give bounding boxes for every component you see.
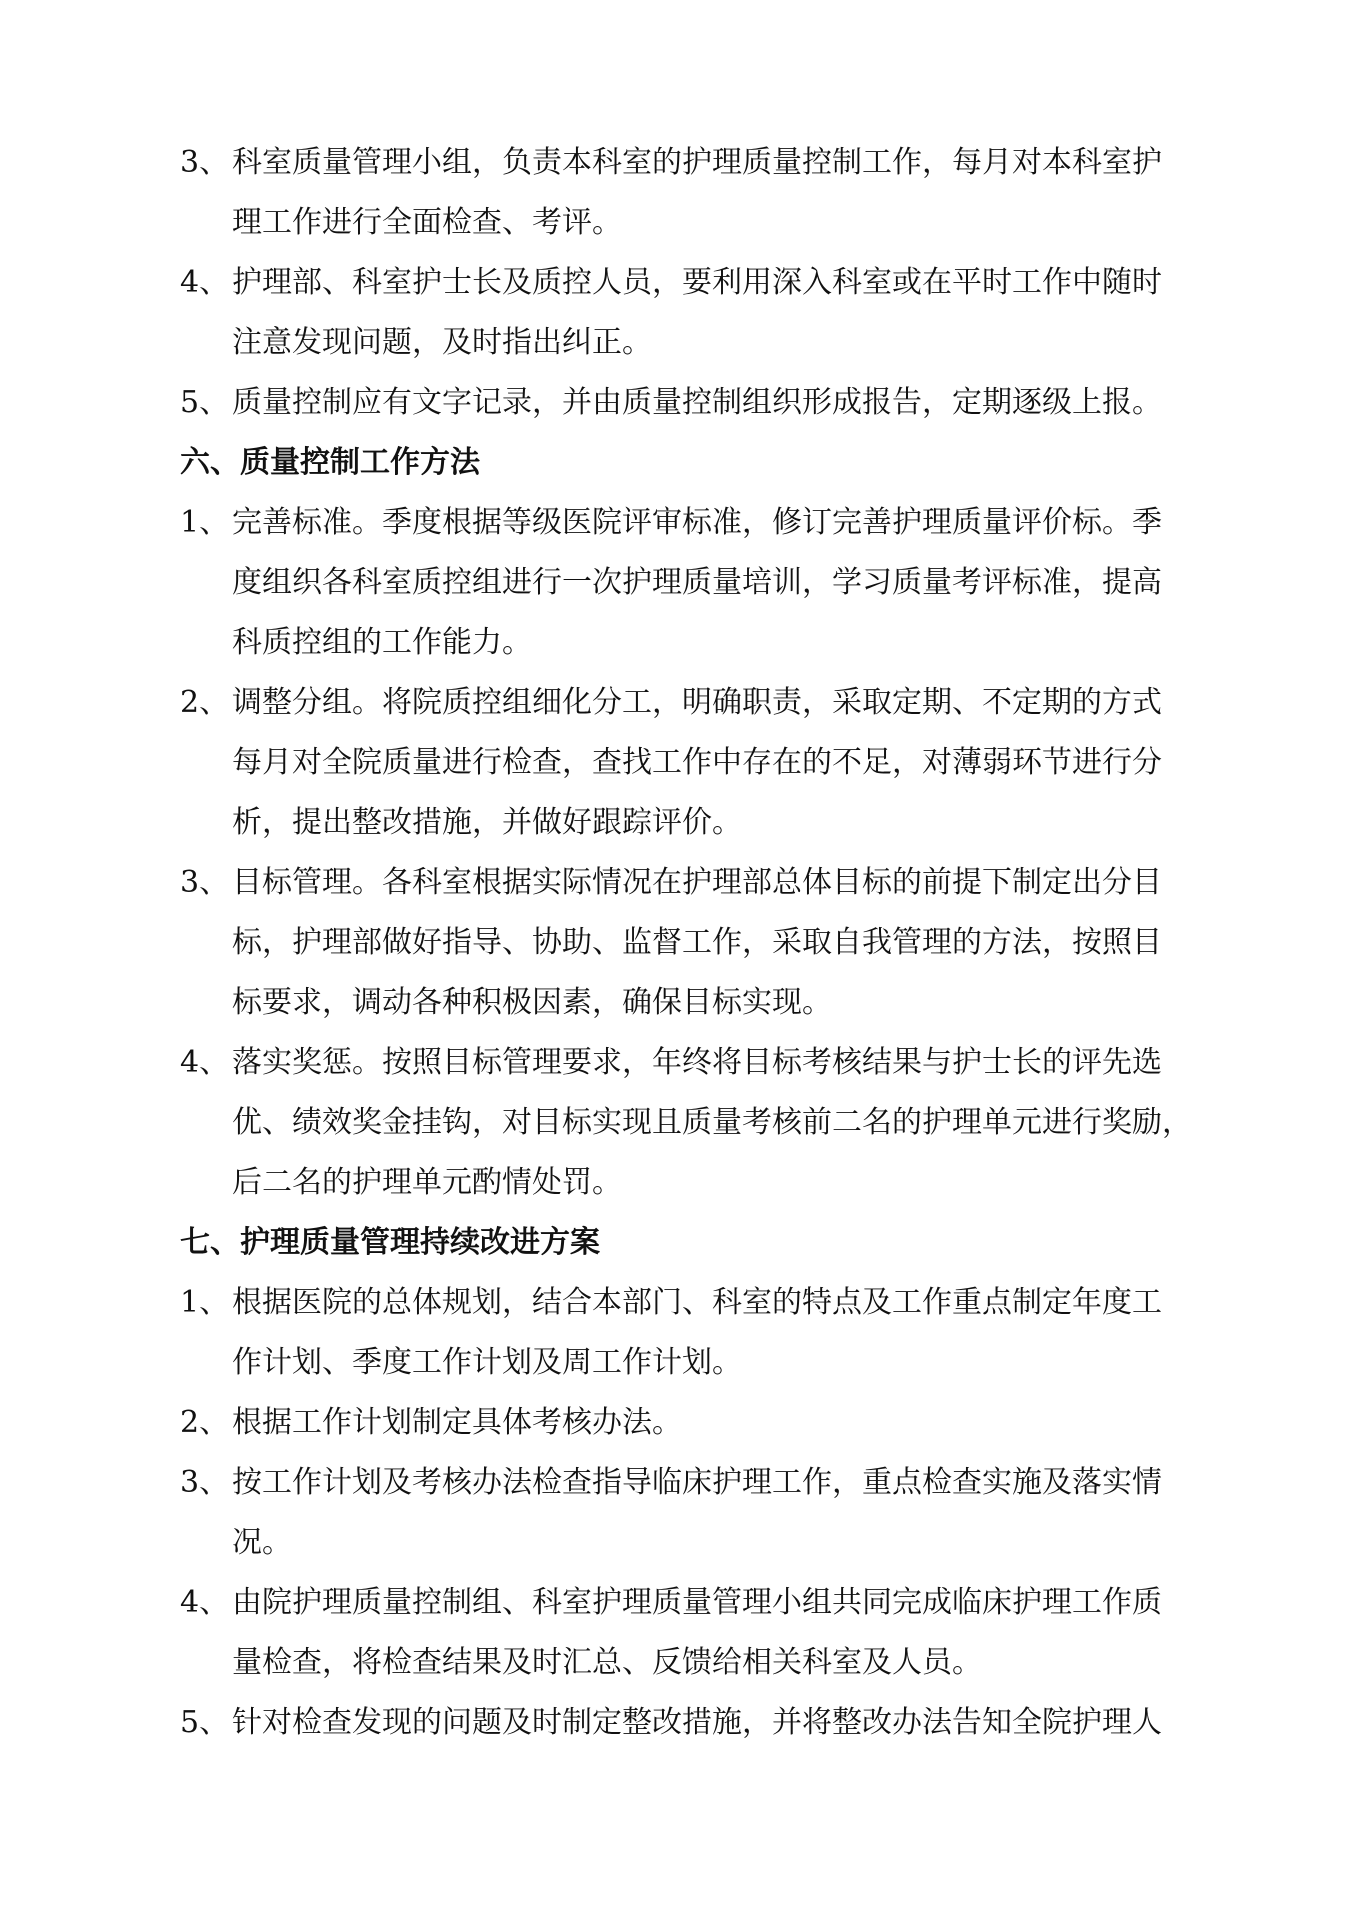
list-item-text-line: 量检查，将检查结果及时汇总、反馈给相关科室及人员。	[232, 1645, 982, 1680]
list-item-text-line: 注意发现问题，及时指出纠正。	[232, 325, 652, 360]
list-item-number: 2、	[180, 685, 230, 720]
section-heading: 六、质量控制工作方法	[180, 445, 480, 480]
list-item-text-line: 根据医院的总体规划，结合本部门、科室的特点及工作重点制定年度工	[232, 1285, 1162, 1320]
list-item-number: 5、	[180, 385, 230, 420]
list-item	[180, 853, 1220, 1033]
list-item-number: 3、	[180, 1465, 230, 1500]
list-item-text-line: 护理部、科室护士长及质控人员，要利用深入科室或在平时工作中随时	[232, 265, 1162, 300]
list-item	[180, 1453, 1220, 1573]
list-item	[180, 1033, 1220, 1213]
list-item-text-line: 况。	[232, 1525, 292, 1560]
list-item	[180, 1393, 1220, 1453]
list-item	[180, 493, 1220, 673]
list-item-number: 3、	[180, 865, 230, 900]
list-item-number: 5、	[180, 1705, 230, 1740]
list-item-text-line: 针对检查发现的问题及时制定整改措施，并将整改办法告知全院护理人	[232, 1705, 1162, 1740]
list-item	[180, 373, 1220, 433]
list-item-text-line: 理工作进行全面检查、考评。	[232, 205, 622, 240]
list-item	[180, 1693, 1220, 1753]
section-heading: 七、护理质量管理持续改进方案	[180, 1225, 600, 1260]
list-item-number: 1、	[180, 1285, 230, 1320]
list-item-text-line: 科室质量管理小组，负责本科室的护理质量控制工作，每月对本科室护	[232, 145, 1162, 180]
list-item-text-line: 落实奖惩。按照目标管理要求，年终将目标考核结果与护士长的评先选	[232, 1045, 1162, 1080]
list-item	[180, 673, 1220, 853]
list-item-text-line: 由院护理质量控制组、科室护理质量管理小组共同完成临床护理工作质	[232, 1585, 1162, 1620]
list-item-text-line: 科质控组的工作能力。	[232, 625, 532, 660]
list-item	[180, 253, 1220, 373]
list-item-text-line: 调整分组。将院质控组细化分工，明确职责，采取定期、不定期的方式	[232, 685, 1162, 720]
document-body	[180, 133, 1220, 1753]
list-item-number: 2、	[180, 1405, 230, 1440]
list-item-number: 4、	[180, 1585, 230, 1620]
list-item-number: 3、	[180, 145, 230, 180]
list-item-text-line: 度组织各科室质控组进行一次护理质量培训，学习质量考评标准，提高	[232, 565, 1162, 600]
list-item-text-line: 优、绩效奖金挂钩，对目标实现且质量考核前二名的护理单元进行奖励，	[232, 1105, 1192, 1140]
list-item-text-line: 后二名的护理单元酌情处罚。	[232, 1165, 622, 1200]
list-item	[180, 1273, 1220, 1393]
list-item	[180, 133, 1220, 253]
list-item-text-line: 完善标准。季度根据等级医院评审标准，修订完善护理质量评价标。季	[232, 505, 1162, 540]
list-item-number: 4、	[180, 265, 230, 300]
list-item	[180, 1573, 1220, 1693]
list-item-text-line: 按工作计划及考核办法检查指导临床护理工作，重点检查实施及落实情	[232, 1465, 1162, 1500]
list-item-text-line: 析，提出整改措施，并做好跟踪评价。	[232, 805, 742, 840]
list-item-number: 1、	[180, 505, 230, 540]
list-item-text-line: 标，护理部做好指导、协助、监督工作，采取自我管理的方法，按照目	[232, 925, 1162, 960]
list-item-text-line: 质量控制应有文字记录，并由质量控制组织形成报告，定期逐级上报。	[232, 385, 1162, 420]
list-item-text-line: 标要求，调动各种积极因素，确保目标实现。	[232, 985, 832, 1020]
list-item-text-line: 作计划、季度工作计划及周工作计划。	[232, 1345, 742, 1380]
list-item-text-line: 根据工作计划制定具体考核办法。	[232, 1405, 682, 1440]
list-item-number: 4、	[180, 1045, 230, 1080]
list-item-text-line: 目标管理。各科室根据实际情况在护理部总体目标的前提下制定出分目	[232, 865, 1162, 900]
list-item-text-line: 每月对全院质量进行检查，查找工作中存在的不足，对薄弱环节进行分	[232, 745, 1162, 780]
